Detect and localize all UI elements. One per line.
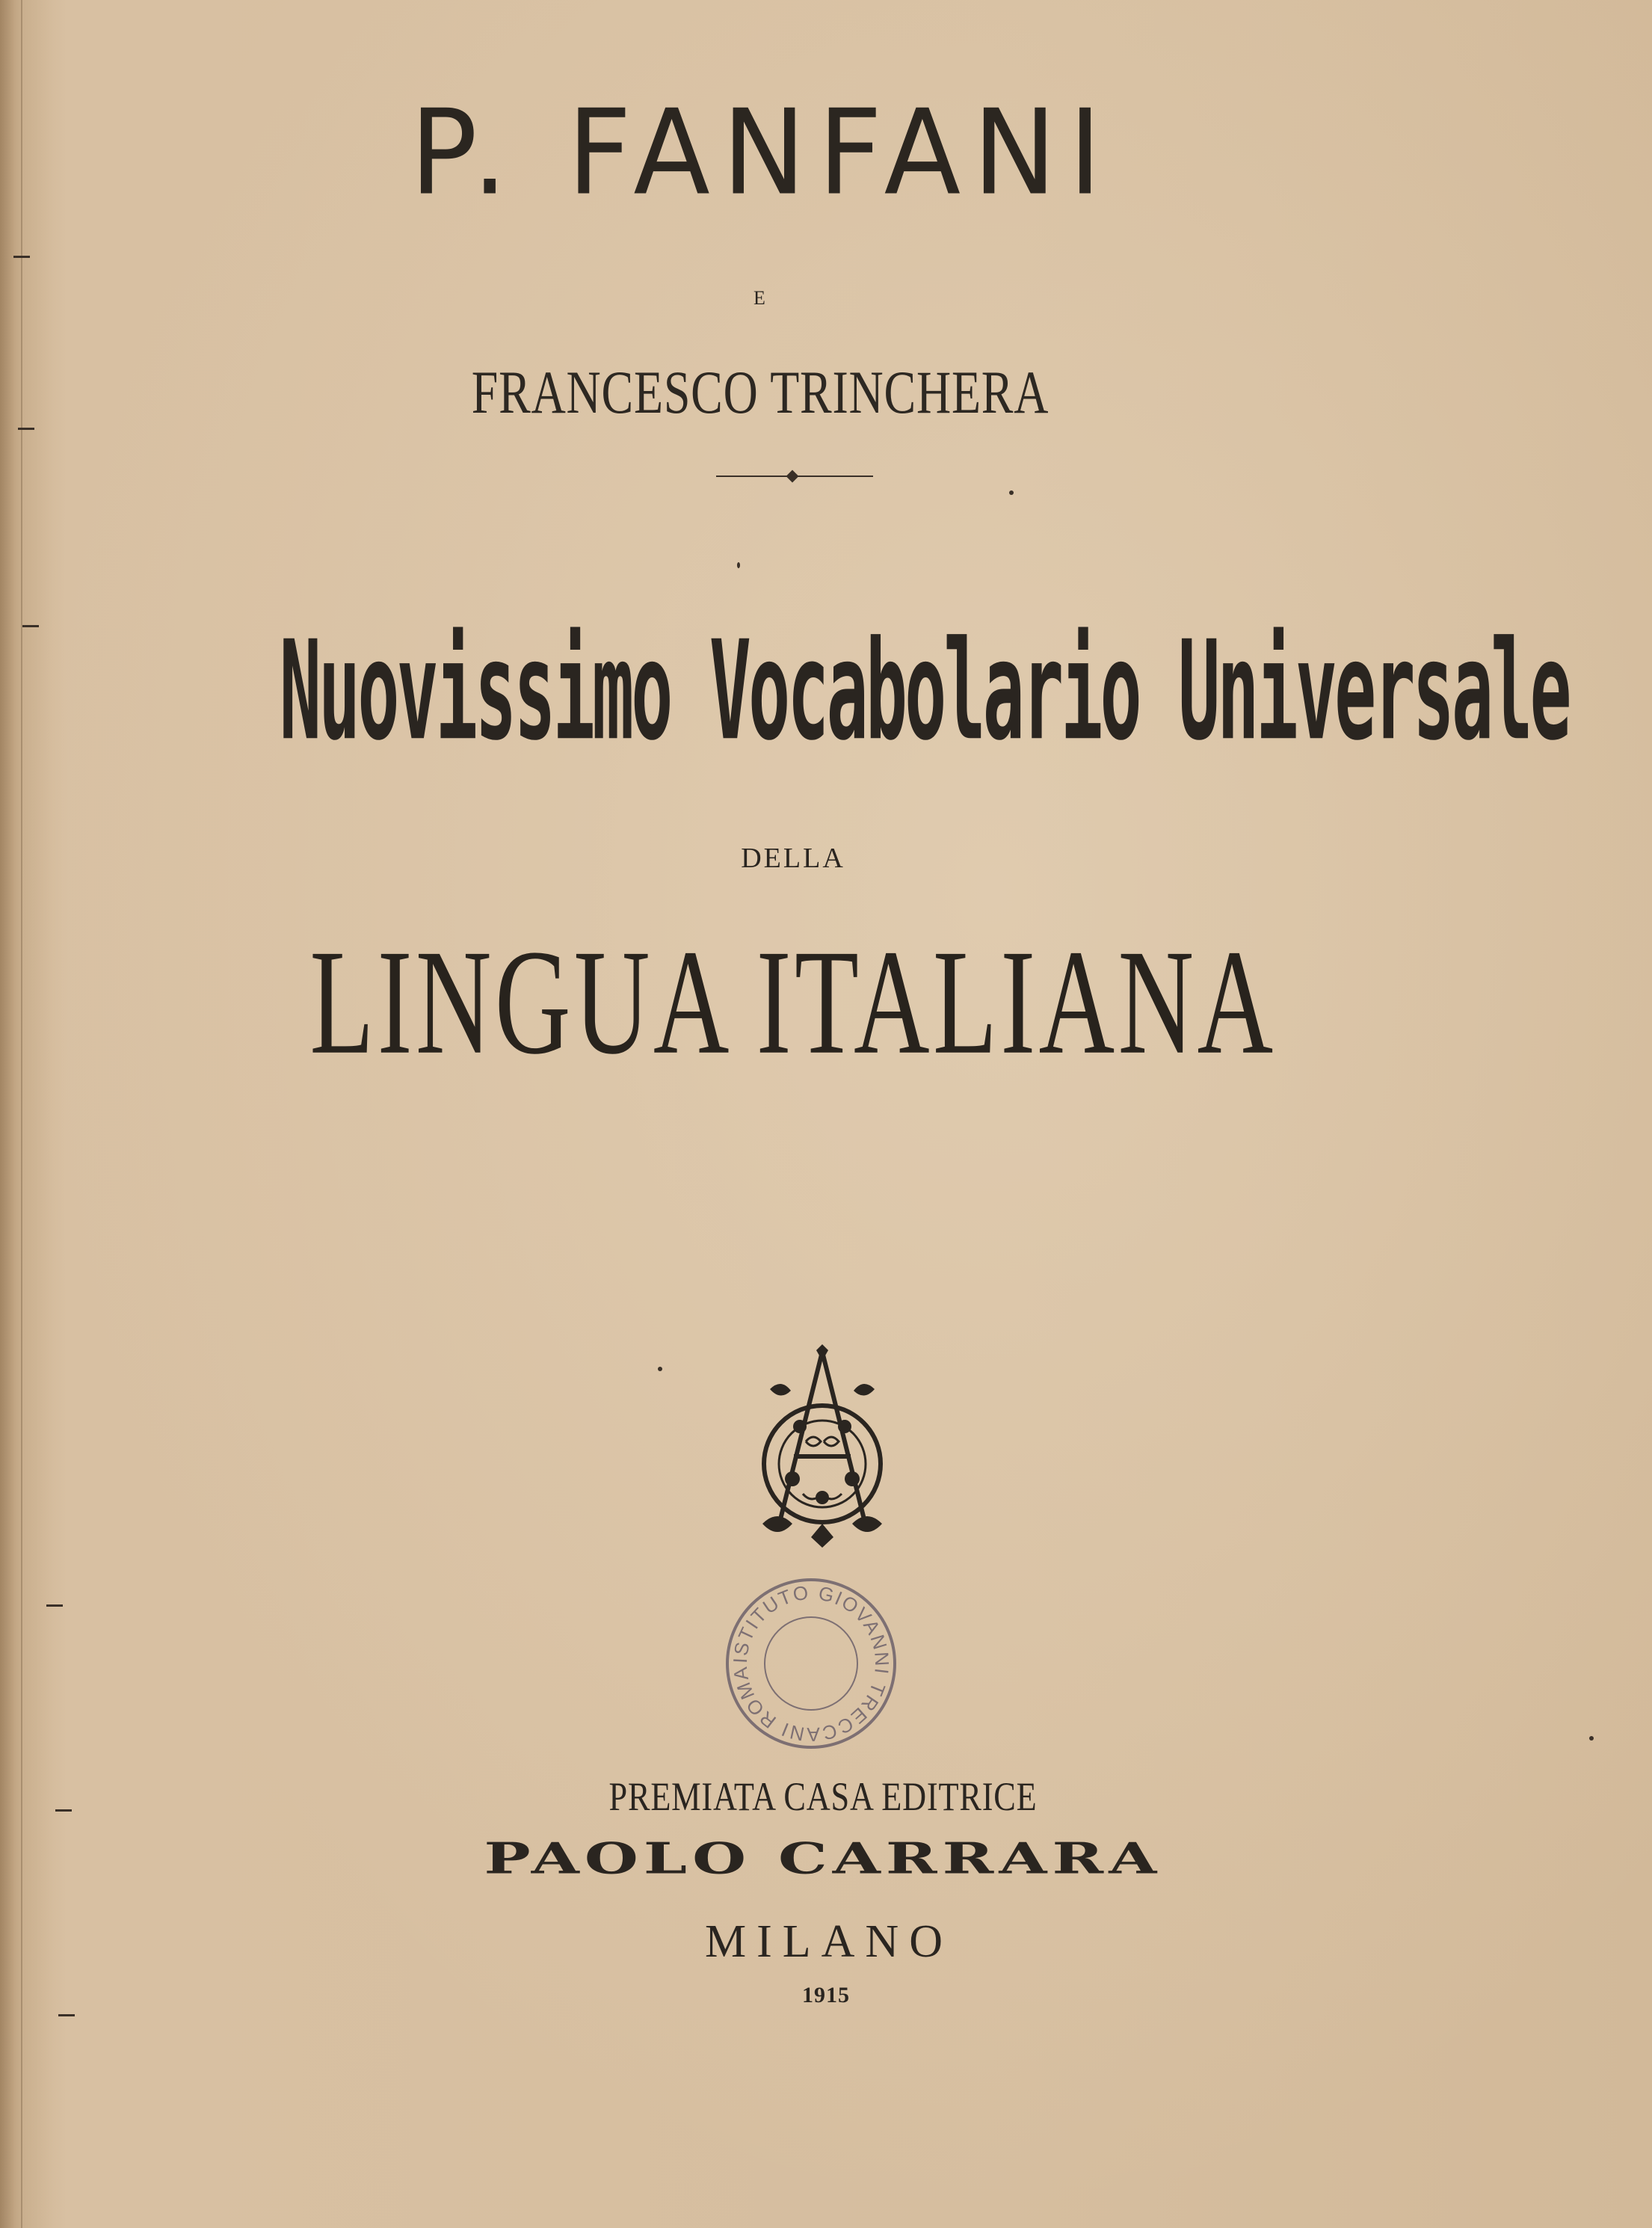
- book-title: Nuovissimo Vocabolario Universale: [279, 612, 1569, 772]
- publisher-emblem-icon: [748, 1344, 897, 1548]
- rule-ornament-icon: [786, 470, 799, 483]
- binding-stitch: [22, 625, 39, 627]
- stamp-inscription: ISTITUTO GIOVANNI TRECCANI ROMA: [728, 1581, 894, 1747]
- publication-year: 1915: [802, 1983, 850, 2007]
- paper-speck: [658, 1367, 662, 1371]
- author-conjunction: E: [753, 287, 767, 309]
- title-connector: DELLA: [741, 843, 845, 874]
- title-subject: LINGUA ITALIANA: [309, 919, 1277, 1086]
- publication-city: MILANO: [705, 1916, 953, 1967]
- binding-stitch: [58, 2014, 75, 2016]
- secondary-author: FRANCESCO TRINCHERA: [471, 358, 1050, 426]
- paper-speck: [737, 562, 740, 568]
- binding-stitch: [55, 1809, 72, 1812]
- svg-text:ISTITUTO GIOVANNI TRECCANI ROM: [729, 1581, 894, 1747]
- publisher-name: PAOLO CARRARA: [484, 1832, 1162, 1884]
- library-stamp-icon: [718, 1570, 904, 1757]
- paper-speck: [1009, 490, 1014, 495]
- binding-stitch: [18, 428, 34, 430]
- primary-author: P. FANFANI: [410, 84, 1114, 222]
- binding-gutter-line: [21, 0, 22, 2228]
- binding-shadow: [0, 0, 52, 2228]
- binding-stitch: [13, 256, 30, 258]
- imprint-label: PREMIATA CASA EDITRICE: [608, 1774, 1038, 1819]
- binding-stitch: [46, 1604, 63, 1607]
- paper-speck: [1589, 1736, 1594, 1741]
